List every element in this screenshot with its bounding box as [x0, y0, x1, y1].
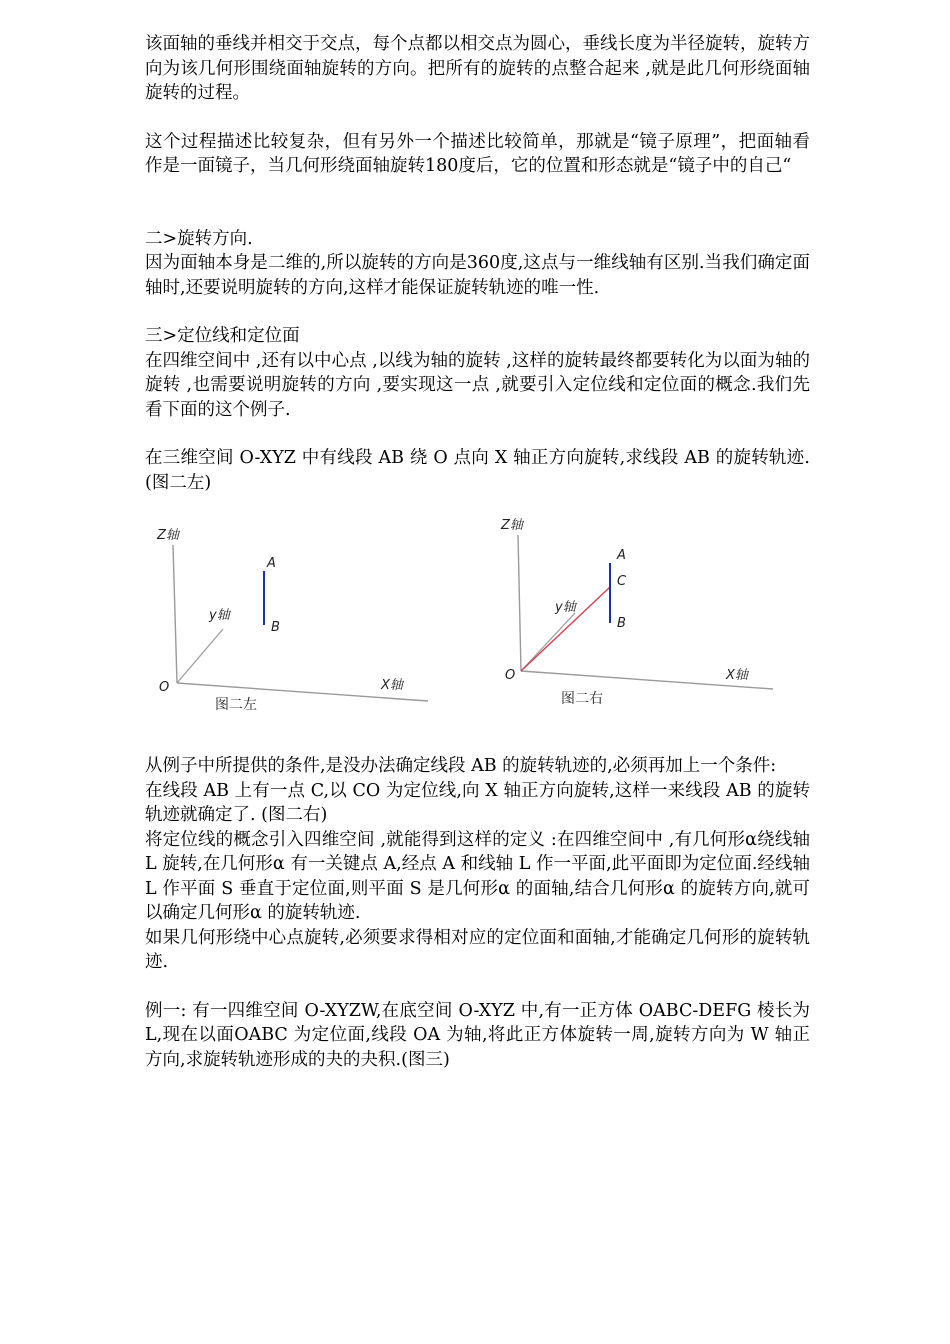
figure-right [500, 518, 773, 707]
right-point-b-label: B [617, 616, 626, 631]
left-x-axis-label: X轴 [381, 678, 403, 693]
right-caption: 图二右 [561, 691, 603, 707]
right-z-axis-label: Z轴 [501, 518, 523, 533]
heading-positioning-line-plane: 三>定位线和定位面 [145, 326, 300, 346]
figure-left [156, 528, 428, 713]
paragraph-example-one: 例一: 有一四维空间 O-XYZW,在底空间 O-XYZ 中,有一正方体 OABC-DEFG 棱长为L,现在以面OABC 为定位面,线段 OA 为轴,将此正方体旋转一周,旋转方向为 W 轴正方向,求旋转轨迹形成的夬的夬积.(图三) [145, 1000, 810, 1070]
left-origin-label: O [159, 680, 170, 695]
right-z-axis-line [518, 535, 521, 671]
left-y-axis-line [177, 629, 223, 683]
right-x-axis-label: X轴 [726, 668, 748, 683]
paragraph-insufficient-condition: 从例子中所提供的条件,是没办法确定线段 AB 的旋转轨迹的,必须再加上一个条件: [145, 756, 777, 776]
right-y-axis-label: y轴 [555, 600, 576, 615]
figure-two [143, 513, 808, 738]
paragraph-point-c-condition: 在线段 AB 上有一点 C,以 CO 为定位线,向 X 轴正方向旋转,这样一来线段 AB 的旋转轨迹就确定了. (图二右) [145, 780, 810, 825]
left-y-axis-label: y轴 [209, 608, 230, 623]
paragraph-center-point-rotation: 如果几何形绕中心点旋转,必须要求得相对应的定位面和面轴,才能确定几何形的旋转轨迹. [145, 927, 810, 972]
right-y-axis-line [521, 613, 575, 671]
paragraph-positioning-plane-definition: 将定位线的概念引入四维空间 ,就能得到这样的定义 :在四维空间中 ,有几何形α绕线轴 L 旋转,在几何形α 有一关键点 A,经点 A 和线轴 L 作一平面,此平面即为定位面.经线轴 L 作平面 S 垂直于定位面,则平面 S 是几何形α 的面轴,结合几何形α 的旋转方向,就可以确定几何形α 的旋转轨迹. [145, 829, 810, 923]
left-z-axis-label: Z轴 [157, 528, 179, 543]
paragraph-mirror-principle: 这个过程描述比较复杂，但有另外一个描述比较简单，那就是“镜子原理”，把面轴看作是一面镜子，当几何形绕面轴旋转180度后，它的位置和形态就是“镜子中的自己“ [145, 131, 810, 176]
document-page [145, 32, 810, 1072]
figure-two-diagram [143, 513, 808, 738]
left-point-b-label: B [271, 620, 280, 635]
right-point-c-label: C [617, 574, 627, 589]
right-origin-label: O [505, 668, 516, 683]
paragraph-example-problem: 在三维空间 O-XYZ 中有线段 AB 绕 O 点向 X 轴正方向旋转,求线段 AB 的旋转轨迹.(图二左) [145, 448, 810, 493]
paragraph-rotation-points: 该面轴的垂线并相交于交点，每个点都以相交点为圆心，垂线长度为半径旋转，旋转方向为该几何形围绕面轴旋转的方向。把所有的旋转的点整合起来 ,就是此几何形绕面轴旋转的过程。 [145, 34, 810, 103]
paragraph-four-dimensional-rotation: 在四维空间中 ,还有以中心点 ,以线为轴的旋转 ,这样的旋转最终都要转化为以面为轴的旋转 ,也需要说明旋转的方向 ,要实现这一点 ,就要引入定位线和定位面的概念.我们先看下面的这个例子. [145, 350, 810, 420]
right-point-a-label: A [617, 548, 626, 563]
paragraph-rotation-direction: 因为面轴本身是二维的,所以旋转的方向是360度,这点与一维线轴有区别.当我们确定面轴时,还要说明旋转的方向,这样才能保证旋转轨迹的唯一性. [145, 253, 810, 298]
left-z-axis-line [173, 545, 177, 683]
left-caption: 图二左 [215, 697, 257, 713]
left-point-a-label: A [267, 556, 276, 571]
heading-rotation-direction: 二>旋转方向. [145, 228, 253, 249]
